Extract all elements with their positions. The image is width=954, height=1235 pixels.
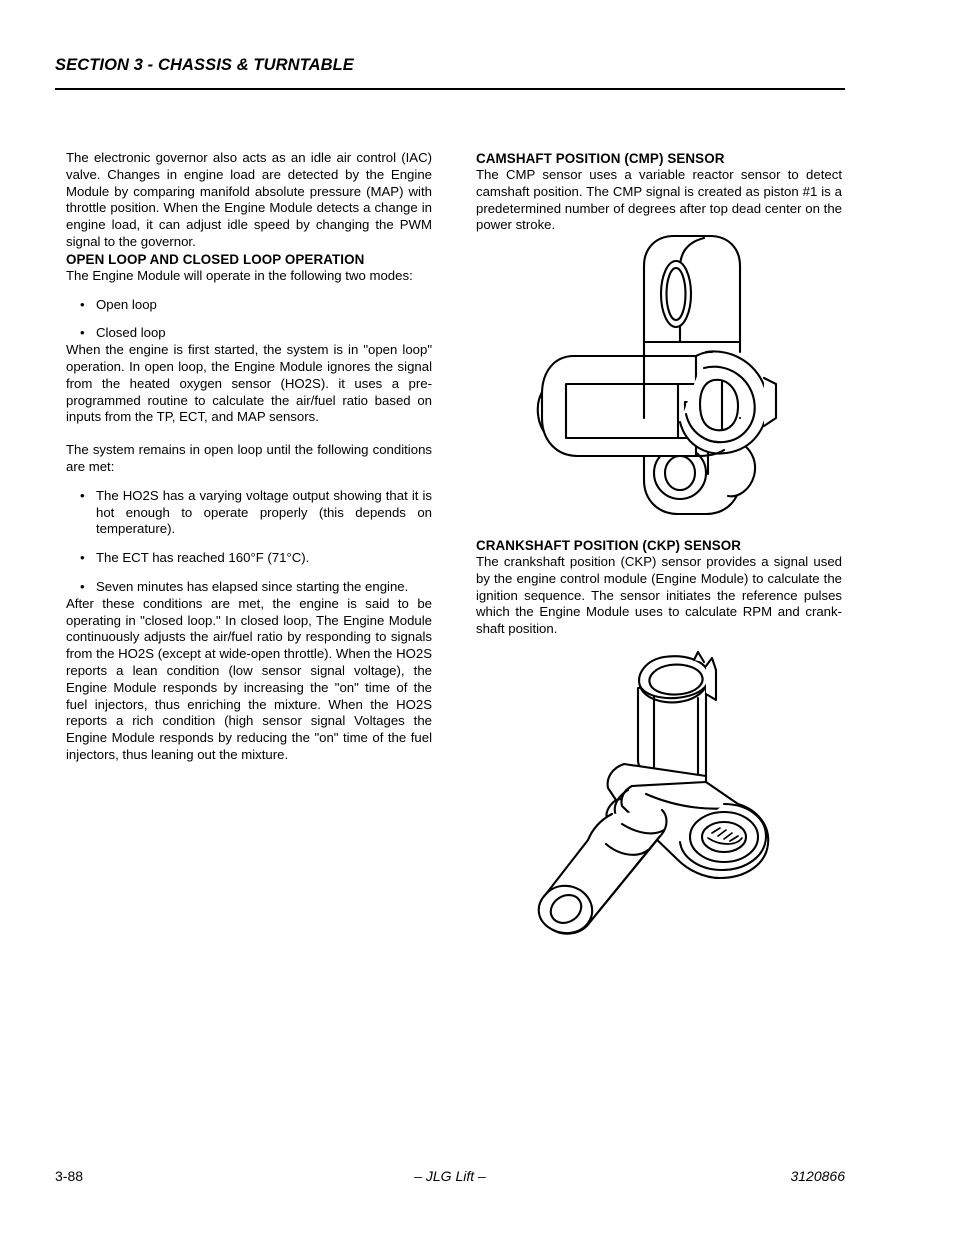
page-footer xyxy=(55,1167,845,1187)
bullet-icon: • xyxy=(80,578,85,594)
camshaft-position-sensor-illustration xyxy=(528,222,788,522)
left-text-column xyxy=(66,150,432,764)
conditions-list xyxy=(66,488,432,596)
modes-intro-paragraph: The Engine Module will operate in the following two modes: xyxy=(66,267,413,283)
list-item-label: The ECT has reached 160°F (71°C). xyxy=(96,550,310,566)
list-item-label: Seven minutes has elapsed since starting the engine. xyxy=(96,578,409,594)
list-item-label: Open loop xyxy=(96,296,157,312)
crankshaft-position-sensor-paragraph: The crankshaft position (CKP) sensor provides a signal used by the engine control module (Engine Module) to calculate the ignition sequence. The sensor initiates the reference pulses which the Engine Module uses to calculate RPM and crank-shaft position. xyxy=(476,554,842,637)
conditions-intro-paragraph: The system remains in open loop until the following conditions are met: xyxy=(66,442,432,474)
bullet-icon: • xyxy=(80,296,85,312)
modes-list xyxy=(66,297,432,343)
list-item xyxy=(66,488,432,538)
crankshaft-position-sensor-illustration xyxy=(528,648,798,958)
ckp-text-block xyxy=(476,537,842,638)
intro-paragraph: The electronic governor also acts as an idle air control (IAC) valve. Changes in engine load are detected by the Engine Module by comparing manifold absolute pressure (MAP) with throttle position. When the Engine Module detects a change in engine load, it can adjust idle speed by changing the PWM signal to the governor. xyxy=(66,150,432,249)
list-item xyxy=(66,579,432,596)
list-item xyxy=(66,297,432,314)
open-loop-paragraph: When the engine is first started, the system is in "open loop" operation. In open loop, the Engine Module ignores the signal from the heated oxygen sensor (HO2S). it uses a pre-programmed routine to calculate the air/fuel ratio based on inputs from the TP, ECT, and MAP sensors. xyxy=(66,342,432,425)
bullet-icon: • xyxy=(80,325,85,341)
closed-loop-paragraph: After these conditions are met, the engine is said to be operating in "closed loop." In closed loop, The Engine Module continuously adjusts the air/fuel ratio by responding to signals from the HO2S (except at wide-open throttle). When the HO2S reports a lean condition (low sensor signal voltage), the Engine Module responds by increasing the "on" time of the fuel injectors, thus enriching the mixture. When the HO2S reports a rich condition (high sensor signal Voltages the Engine Module responds by reducing the "on" time of the fuel injectors, thus leaning out the mixture. xyxy=(66,595,432,762)
header-divider-rule xyxy=(55,88,845,90)
page-header xyxy=(55,56,845,74)
footer-page-number: 3-88 xyxy=(55,1168,84,1184)
list-item xyxy=(66,550,432,567)
list-item-label: Closed loop xyxy=(96,325,166,341)
camshaft-position-sensor-paragraph: The CMP sensor uses a variable reactor sensor to detect camshaft position. The CMP signal is created as piston #1 is a predetermined number of degrees after top dead center on the power stroke. xyxy=(476,167,842,233)
list-item xyxy=(66,325,432,342)
camshaft-position-sensor-heading: CAMSHAFT POSITION (CMP) SENSOR xyxy=(476,151,725,166)
list-item-label: The HO2S has a varying voltage output showing that it is hot enough to operate properly (this depends on temperature). xyxy=(96,487,432,537)
bullet-icon: • xyxy=(80,550,85,566)
crankshaft-position-sensor-heading: CRANKSHAFT POSITION (CKP) SENSOR xyxy=(476,538,742,553)
section-title: SECTION 3 - CHASSIS & TURNTABLE xyxy=(55,56,354,74)
open-closed-loop-heading: OPEN LOOP AND CLOSED LOOP OPERATION xyxy=(66,251,365,267)
bullet-icon: • xyxy=(80,487,85,503)
footer-document-number: 3120866 xyxy=(790,1168,845,1184)
footer-center-mark: – JLG Lift – xyxy=(414,1168,486,1184)
